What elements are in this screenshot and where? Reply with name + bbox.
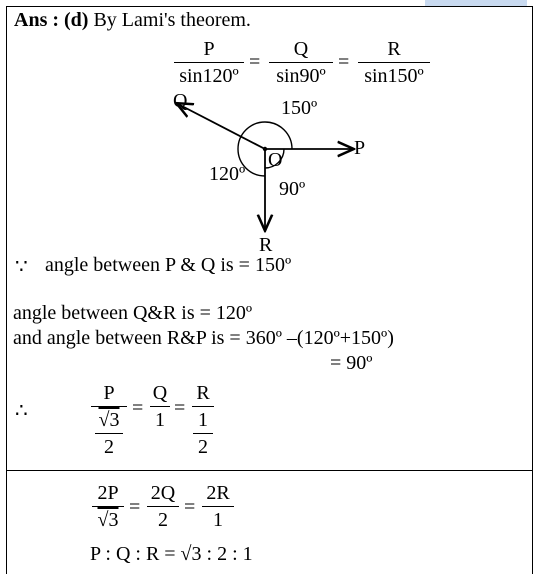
label-angle-rp: 90º xyxy=(279,178,306,200)
ratio1-den-p-bottom: 2 xyxy=(104,436,114,458)
force-q-arrow xyxy=(178,104,265,149)
ratio1-frac-p xyxy=(88,381,130,459)
step-line-1: angle between P & Q is = 150º xyxy=(45,254,292,276)
step-line-4: = 90º xyxy=(330,352,373,374)
lami-num-p: P xyxy=(203,38,215,60)
lami-den-p: sin120º xyxy=(179,65,239,87)
ratio2-num-p: 2P xyxy=(97,482,119,504)
lami-den-r: sin150º xyxy=(364,65,424,87)
label-angle-pq: 150º xyxy=(281,97,318,119)
answer-option: (d) xyxy=(64,9,89,31)
label-q: Q xyxy=(173,90,188,112)
ratio1-equals-2: = xyxy=(174,397,186,419)
ratio2-den-p: √3 xyxy=(97,509,119,531)
ratio2-equals-2: = xyxy=(184,496,196,518)
answer-method: By Lami's theorem. xyxy=(93,9,251,31)
ratio2-frac-p xyxy=(90,481,126,532)
origin-point xyxy=(263,147,267,151)
label-o: O xyxy=(268,149,283,171)
ratio1-den-r-bottom: 2 xyxy=(198,436,208,458)
step-line-2: angle between Q&R is = 120º xyxy=(13,302,253,324)
ratio2-num-q: 2Q xyxy=(150,482,176,504)
lami-num-q: Q xyxy=(293,38,309,60)
ratio2-num-r: 2R xyxy=(206,482,230,504)
label-p: P xyxy=(354,137,366,159)
lami-num-r: R xyxy=(387,38,401,60)
lami-equals-1: = xyxy=(249,51,261,73)
ratio1-num-r: R xyxy=(196,382,210,404)
ratio1-den-p-top: √3 xyxy=(98,409,120,431)
ratio2-den-r: 1 xyxy=(213,509,223,531)
because-symbol: ∵ xyxy=(15,256,28,278)
ratio1-num-p: P xyxy=(103,382,115,404)
step-line-3: and angle between R&P is = 360º –(120º+150º) xyxy=(13,327,394,349)
ratio1-den-q: 1 xyxy=(155,409,165,431)
ratio1-equals-1: = xyxy=(132,397,144,419)
ratio1-num-q: Q xyxy=(152,382,168,404)
ratio2-equals-1: = xyxy=(129,496,141,518)
ans-label: Ans : xyxy=(14,9,60,31)
ratio1-den-r-top: 1 xyxy=(198,409,208,431)
therefore-symbol: ∴ xyxy=(15,400,28,422)
label-r: R xyxy=(259,234,273,256)
ratio2-frac-r xyxy=(200,481,236,532)
ratio2-frac-q xyxy=(145,481,181,532)
final-ratio: P : Q : R = √3 : 2 : 1 xyxy=(90,543,253,565)
label-angle-qr: 120º xyxy=(209,163,246,185)
lami-equals-2: = xyxy=(338,51,350,73)
ratio2-den-q: 2 xyxy=(158,509,168,531)
ratio1-frac-q xyxy=(149,381,171,432)
lami-den-q: sin90º xyxy=(276,65,326,87)
ratio1-frac-r xyxy=(191,381,215,459)
